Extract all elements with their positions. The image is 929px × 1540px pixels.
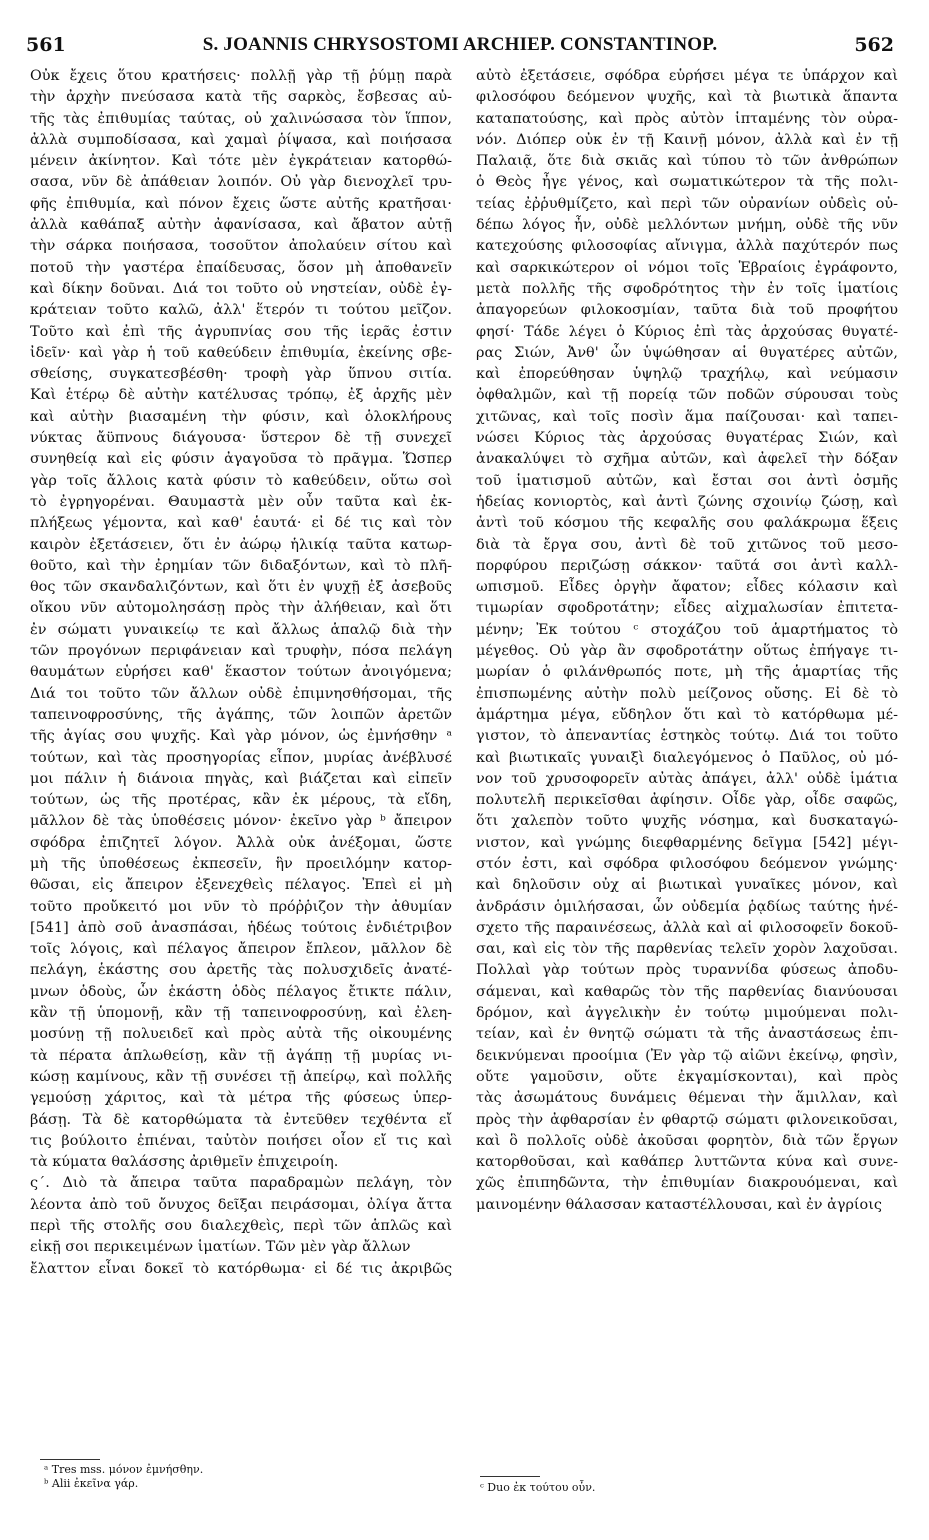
text-line: ἡδείας κονιορτὸς, καὶ ἀντὶ ζώνης σχοινίῳ ζώσῃ, καὶ	[476, 493, 898, 510]
text-line: χιτῶνας, καὶ τοῖς ποσὶν ἅμα παίζουσαι· καὶ ταπει-	[476, 408, 898, 425]
text-line: τούτων, καὶ τὰς προσηγορίας εἶπον, μυρίας ἀνέβλυσέ	[30, 749, 452, 766]
text-line: τὰς ἀσωμάτους δυνάμεις θέμεναι τὴν ἅμιλλαν, καὶ	[476, 1090, 898, 1107]
text-line: αὐτὸ ἐξετάσειε, σφόδρα εὑρήσει μέγα τε ὑπάρχον καὶ	[476, 68, 898, 84]
text-line: κατεχούσης φιλοσοφίας αἴνιγμα, ἀλλὰ παχύτερόν πως	[476, 238, 898, 255]
text-line: χῶς ἐπιπηδῶντα, τὴν ἐπιθυμίαν διακρουόμεναι, καὶ	[476, 1175, 898, 1192]
text-line: στόν ἐστι, καὶ σφόδρα φιλοσόφου δεόμενον γνώμης·	[476, 855, 898, 872]
footnote: ᶜ Duo ἐκ τούτου οὖν.	[480, 1481, 596, 1494]
text-line: βάσῃ. Τὰ δὲ κατορθώματα τὰ ἐντεῦθεν τεχθέντα εἴ	[30, 1111, 452, 1128]
text-line: καὶ βιωτικαῖς γυναιξὶ διαλεγόμενος ὁ Παῦλος, οὐ μό-	[476, 749, 898, 766]
text-line: λέοντα ἀπὸ τοῦ ὄνυχος δεῖξαι πειράσομαι, ὀλίγα ἄττα	[30, 1196, 452, 1213]
text-line: ταπεινοφροσύνης, τῆς ἀγάπης, τῶν λοιπῶν ἀρετῶν	[30, 706, 452, 723]
text-line: μὴ τῆς ὑποθέσεως ἐκπεσεῖν, ἣν προειλόμην κατορ-	[30, 855, 452, 872]
text-line: γὰρ τοῖς ἄλλοις κατὰ φύσιν τὸ καθεύδειν, οὕτω σοὶ	[30, 472, 452, 489]
text-line: σάμεναι, καὶ καθαρῶς τὸν τῆς παρθενίας διανύουσαι	[476, 983, 898, 1000]
text-line: τούτων, ὡς τῆς προτέρας, κἂν ἐκ μέρους, τὰ εἴδη,	[30, 792, 452, 809]
text-line: τὸ ἐγρηγορέναι. Θαυμαστὰ μὲν οὖν ταῦτα καὶ ἐκ-	[30, 493, 452, 510]
text-line: Καὶ ἑτέρῳ δὲ αὐτὴν κατέλυσας τρόπῳ, ἐξ ἀρχῆς μὲν	[30, 387, 452, 404]
text-line: κώσῃ καμίνους, κἂν τῇ συνέσει τῇ ἀπείρῳ, καὶ πολλῆς	[30, 1068, 452, 1085]
text-line: ἀλλὰ συμποδίσασα, καὶ χαμαὶ ῥίψασα, καὶ ποιήσασα	[30, 131, 452, 148]
text-line: μνων ὁδοὺς, ὧν ἑκάστη ὁδὸς πέλαγος ἔτικτε πάλιν,	[30, 983, 452, 1000]
text-line: εἰκῇ σοι περικειμένων ἱματίων. Τῶν μὲν γὰρ ἄλλων	[30, 1239, 411, 1256]
text-line: φιλοσόφου δεόμενον ψυχῆς, καὶ τὰ βιωτικὰ ἅπαντα	[476, 89, 898, 106]
text-line: τὰ πέρατα ἁπλωθείσῃ, κἂν τῇ ἀγάπῃ τῇ μυρίας νι-	[30, 1047, 452, 1064]
text-line: ἀπαγορεύων φιλοκοσμίαν, ταῦτα διὰ τοῦ προφήτου	[476, 302, 898, 319]
text-line: ς΄. Διὸ τὰ ἄπειρα ταῦτα παραδραμὼν πελάγη, τὸν	[30, 1175, 452, 1192]
text-line: γεμούσῃ χάριτος, καὶ τὰ μέτρα τῆς φύσεως ὑπερ-	[30, 1090, 452, 1107]
text-line: καιρὸν ἐξετάσειεν, ὅτι ἐν ἀώρῳ ἡλικίᾳ ταῦτα κατωρ-	[30, 536, 452, 553]
text-line: ἀνακαλύψει τὸ σχῆμα αὐτῶν, καὶ ἀφελεῖ τὴν δόξαν	[476, 451, 898, 468]
text-line: μένειν ἀκίνητον. Καὶ τότε μὲν ἐγκράτειαν κατορθώ-	[30, 153, 452, 170]
text-line: ἀνδράσιν ὁμιλήσασαι, ὧν οὐδεμία ῥᾳδίως ταύτης ἠνέ-	[476, 898, 898, 915]
text-line: ρας Σιών, Ἀνθ' ὧν ὑψώθησαν αἱ θυγατέρες αὐτῶν,	[476, 344, 898, 361]
text-line: πλήξεως γέμοντα, καὶ καθ' ἑαυτά· εἰ δέ τις καὶ τὸν	[30, 515, 452, 532]
text-line: τὴν σάρκα ποιήσασα, τοσοῦτον ἀπολαύειν σίτου καὶ	[30, 238, 452, 255]
text-line: θαυμάτων εὑρήσει καθ' ἕκαστον τούτων ἀνοιγόμενα;	[30, 664, 452, 681]
text-line: τιμωρίαν σφοδροτάτην; εἶδες αἰχμαλωσίαν ἐπιτετα-	[476, 600, 898, 617]
text-line: ποτοῦ τὴν γαστέρα ἐπαίδευσας, ὅσον μὴ ἀποθανεῖν	[30, 259, 452, 276]
text-line: ὁ Θεὸς ἦγε γένος, καὶ σωματικώτερον τὰ τῆς πολι-	[476, 174, 898, 191]
text-line: νώσει Κύριος τὰς ἀρχούσας θυγατέρας Σιών, καὶ	[476, 430, 898, 447]
text-line: νον τοῦ χρυσοφορεῖν αὐτὰς ἀπάγει, ἀλλ' οὐδὲ ἱμάτια	[476, 770, 898, 787]
text-line: καὶ δίκην δοῦναι. Διά τοι τοῦτο οὐ νηστείαν, οὐδὲ ἐγ-	[30, 280, 452, 297]
text-line: κατορθοῦσαι, καὶ καθάπερ λυττῶντα κύνα καὶ συνε-	[476, 1154, 898, 1171]
footnotes-right	[480, 1481, 780, 1495]
text-line: σφόδρα ἐπιζητεῖ λόγον. Ἀλλὰ οὐκ ἀνέξομαι, ὥστε	[30, 834, 452, 851]
text-line: τῶν προγόνων περιφάνειαν καὶ τρυφὴν, πόσα πελάγη	[30, 643, 452, 660]
text-line: μέγεθος. Οὐ γὰρ ἂν σφοδροτάτην οὕτως ἐπήγαγε τι-	[476, 643, 898, 660]
text-line: [541] ἀπὸ σοῦ ἀνασπάσαι, ἡδέως τούτοις ἐνδιέτριβον	[30, 919, 452, 936]
text-line: τῆς τὰς ἐπιθυμίας ταύτας, οὐ χαλινώσασα τὸν ἵππον,	[30, 110, 452, 127]
text-line: θος τῶν σκανδαλιζόντων, καὶ ὅτι ἐν ψυχῇ ἐξ ἀσεβοῦς	[30, 579, 452, 596]
text-line: γιστον, τὸ ἀπεναντίας ἑστηκὸς τούτῳ. Διά τοι τοῦτο	[476, 728, 898, 745]
text-line: συνηθείᾳ καὶ εἰς φύσιν ἀγαγοῦσα τὸ πρᾶγμα. Ὥσπερ	[30, 451, 452, 468]
footnotes-left	[44, 1463, 344, 1491]
text-line: δέπω λόγος ἦν, οὐδὲ μελλόντων μνήμη, οὐδὲ τῆς νῦν	[476, 217, 898, 234]
footnote: ᵇ Alii ἐκεῖνα γάρ.	[44, 1477, 139, 1490]
text-line: νύκτας ἄϋπνους διάγουσα· ὕστερον δὲ τῇ συνεχεῖ	[30, 430, 452, 447]
text-line: σασα, νῦν δὲ ἀπάθειαν λοιπόν. Οὐ γὰρ διενοχλεῖ τρυ-	[30, 174, 452, 191]
text-line: κράτειαν τοῦτο καλῶ, ἀλλ' ἕτερόν τι τούτου μεῖζον.	[30, 302, 452, 319]
text-line: Τοῦτο καὶ ἐπὶ τῆς ἀγρυπνίας σου τῆς ἱερᾶς ἐστιν	[30, 323, 452, 340]
page-number-left: 561	[26, 34, 66, 56]
page-number-right: 562	[854, 34, 894, 56]
text-line: τοῦτο προὔκειτό μοι νῦν τὸ πρόῤῥιζον τὴν ἀθυμίαν	[30, 898, 452, 915]
text-line: καταπατούσης, καὶ πρὸς αὐτὸν ἱπταμένης τὸν οὐρα-	[476, 110, 898, 127]
text-line: δεικνύμεναι προοίμια (Ἐν γὰρ τῷ αἰῶνι ἐκείνῳ, φησὶν,	[476, 1047, 898, 1064]
text-line: μοι πάλιν ἡ διάνοια πηγὰς, καὶ βιάζεται καὶ εἰπεῖν	[30, 770, 452, 787]
text-line: μωρίαν ὁ φιλάνθρωπός ποτε, μὴ τῆς ἁμαρτίας τῆς	[476, 664, 898, 681]
text-line: οἴκου νῦν αὐτομολησάσῃ πρὸς τὴν ἀλήθειαν, καὶ ὅτι	[30, 600, 452, 617]
text-line: Πολλαὶ γὰρ τούτων πρὸς τυραννίδα φύσεως ἀποδυ-	[476, 962, 898, 979]
page-header	[26, 34, 894, 62]
text-line: Παλαιᾷ, ὅτε διὰ σκιᾶς καὶ τύπου τὸ τῶν ἀνθρώπων	[476, 153, 898, 170]
text-line: ἁμάρτημα μέγα, εὔδηλον ὅτι καὶ τὸ κατόρθωμα μέ-	[476, 706, 898, 723]
text-line: μαινομένην θάλασσαν καταστέλλουσαι, καὶ ἐν ἀγρίοις	[476, 1196, 882, 1213]
text-line: δρόμον, καὶ ἀγγελικὴν ἐν τούτῳ μιμούμεναι πολι-	[476, 1005, 898, 1022]
text-line: καὶ αὐτὴν βιασαμένη τὴν φύσιν, καὶ ὁλοκλήρους	[30, 408, 452, 425]
footnote-rule-left	[40, 1459, 100, 1460]
text-line: πολυτελῆ περικεῖσθαι ἀφίησιν. Οἶδε γὰρ, οἶδε σαφῶς,	[476, 792, 898, 809]
footnote: ᵃ Tres mss. μόνον ἐμνήσθην.	[44, 1463, 204, 1476]
right-text-column	[476, 66, 898, 1216]
text-line: πορφύρου περιζώσῃ σάκκον· ταῦτά σοι ἀντὶ καλλ-	[476, 557, 898, 574]
text-line: ἰδεῖν· καὶ γὰρ ἡ τοῦ καθεύδειν ἐπιθυμία, ἐκείνης σβε-	[30, 344, 452, 361]
text-line: περὶ τῆς στολῆς σου διαλεχθεὶς, περὶ τῶν ἁπλῶς καὶ	[30, 1218, 452, 1235]
text-line: θοῦτο, καὶ τὴν ἐρημίαν τῶν διδαξόντων, καὶ τὸ πλῆ-	[30, 557, 452, 574]
text-line: νόν. Διόπερ οὐκ ἐν τῇ Καινῇ μόνον, ἀλλὰ καὶ ἐν τῇ	[476, 131, 898, 148]
text-line: ὅτι χαλεπὸν τοῦτο ψυχῆς νόσημα, καὶ δυσκαταγώ-	[476, 813, 898, 830]
footnote-rule-right	[480, 1476, 540, 1477]
text-line: θῶσαι, εἰς ἄπειρον ἐξενεχθεὶς πέλαγος. Ἐπεὶ εἰ μὴ	[30, 877, 452, 894]
text-line: ἐπισπωμένης αὐτὴν πολὺ μείζονος οὔσης. Εἰ δὲ τὸ	[476, 685, 898, 702]
text-line: διὰ τὰ ἔργα σου, ἀντὶ δὲ τοῦ χιτῶνος τοῦ μεσο-	[476, 536, 898, 553]
text-line: σχετο τῆς παραινέσεως, ἀλλὰ καὶ αἱ φιλοσοφεῖν δοκοῦ-	[476, 919, 898, 936]
text-line: τις βούλοιτο ἐπιέναι, ταὐτὸν ποιήσει οἷον εἴ τις καὶ	[30, 1132, 452, 1149]
left-text-column	[30, 66, 452, 1280]
text-line: ἔλαττον εἶναι δοκεῖ τὸ κατόρθωμα· εἰ δέ τις ἀκριβῶς	[30, 1260, 452, 1277]
text-line: μένην; Ἐκ τούτου ᶜ στοχάζου τοῦ ἁμαρτήματος τὸ	[476, 621, 898, 638]
text-line: μετὰ πολλῆς τῆς σφοδρότητος τὴν ἐν τοῖς ἱματίοις	[476, 280, 898, 297]
text-line: ἀντὶ τοῦ κόσμου τῆς κεφαλῆς σου φαλάκρωμα ἕξεις	[476, 515, 898, 532]
text-line: μᾶλλον δὲ τὰς ὑποθέσεις μόνον· ἐκεῖνο γὰρ ᵇ ἄπειρον	[30, 813, 452, 830]
text-line: τοῦ ἱματισμοῦ αὐτῶν, καὶ ἔσται σοι ἀντὶ ὀσμῆς	[476, 472, 898, 489]
text-line: ὀφθαλμῶν, καὶ τῇ πορείᾳ τῶν ποδῶν σύρουσαι τοὺς	[476, 387, 898, 404]
text-line: πελάγη, ἑκάστης σου ἀρετῆς τὰς πολυσχιδεῖς ἀνατέ-	[30, 962, 452, 979]
text-line: καὶ σαρκικώτερον οἱ νόμοι τοῖς Ἑβραίοις ἐγράφοντο,	[476, 259, 898, 276]
text-line: πρὸς τὴν ἀφθαρσίαν ἐν φθαρτῷ σώματι φιλονεικοῦσαι,	[476, 1111, 898, 1128]
text-line: οὔτε γαμοῦσιν, οὔτε ἐκγαμίσκονται), καὶ πρὸς	[476, 1068, 898, 1085]
text-line: ωπισμοῦ. Εἶδες ὀργὴν ἄφατον; εἶδες κόλασιν καὶ	[476, 579, 898, 596]
text-line: τὰ κύματα θαλάσσης ἀριθμεῖν ἐπιχειροίη.	[30, 1154, 339, 1171]
text-line: καὶ ὃ πολλοῖς οὐδὲ ἀκοῦσαι φορητὸν, διὰ τῶν ἔργων	[476, 1132, 898, 1149]
text-line: τείαν, καὶ ἐν θνητῷ σώματι τὰ τῆς ἀναστάσεως ἐπι-	[476, 1026, 898, 1043]
text-line: καὶ ἐπορεύθησαν ὑψηλῷ τραχήλῳ, καὶ νεύμασιν	[476, 366, 898, 383]
text-line: φῆς ἐπιθυμία, καὶ πόνον ἔχεις ὥστε αὐτῆς κρατῆσαι·	[30, 195, 452, 212]
running-title: S. JOANNIS CHRYSOSTOMI ARCHIEP. CONSTANTINOP.	[202, 34, 718, 55]
text-line: Διά τοι τοῦτο τῶν ἄλλων οὐδὲ ἐπιμνησθήσομαι, τῆς	[30, 685, 452, 702]
text-line: τοῖς λόγοις, καὶ πέλαγος ἄπειρον ἔπλεον, μᾶλλον δὲ	[30, 941, 452, 958]
text-line: σαι, καὶ εἰς τὸν τῆς παρθενίας τελεῖν χορὸν λαχοῦσαι.	[476, 941, 898, 958]
text-line: καὶ δηλοῦσιν οὐχ αἱ βιωτικαὶ γυναῖκες μόνον, καὶ	[476, 877, 898, 894]
text-line: φησί· Τάδε λέγει ὁ Κύριος ἐπὶ τὰς ἀρχούσας θυγατέ-	[476, 323, 898, 340]
text-line: νιστον, καὶ γνώμης διεφθαρμένης δεῖγμα [542] μέγι-	[476, 834, 898, 851]
text-line: τὴν ἀρχὴν πνεύσασα κατὰ τῆς σαρκὸς, ἔσβεσας αὐ-	[30, 89, 452, 106]
text-line: τείας ἐῤῥυθμίζετο, καὶ περὶ τῶν οὐρανίων οὐδεὶς οὐ-	[476, 195, 898, 212]
text-line: κἂν τῇ ὑπομονῇ, κἂν τῇ ταπεινοφροσύνῃ, καὶ ἐλεη-	[30, 1005, 452, 1022]
text-line: μοσύνῃ τῇ πολυειδεῖ καὶ πρὸς αὐτὰ τῆς οἰκουμένης	[30, 1026, 452, 1043]
text-line: ἀλλὰ καθάπαξ αὐτὴν ἀφανίσασα, καὶ ἄβατον αὐτῇ	[30, 217, 452, 234]
text-line: σθείσης, συγκατεσβέσθη· τροφὴ γὰρ ὕπνου σιτία.	[30, 366, 452, 383]
text-line: ἐν σώματι γυναικείῳ τε καὶ ἄλλως ἁπαλῷ διὰ τὴν	[30, 621, 452, 638]
text-line: τῆς ἁγίας σου ψυχῆς. Καὶ γὰρ μόνον, ὡς ἐμνήσθην ᵃ	[30, 728, 452, 745]
text-line: Οὐκ ἔχεις ὅτου κρατήσεις· πολλῇ γὰρ τῇ ῥύμῃ παρὰ	[30, 68, 452, 84]
